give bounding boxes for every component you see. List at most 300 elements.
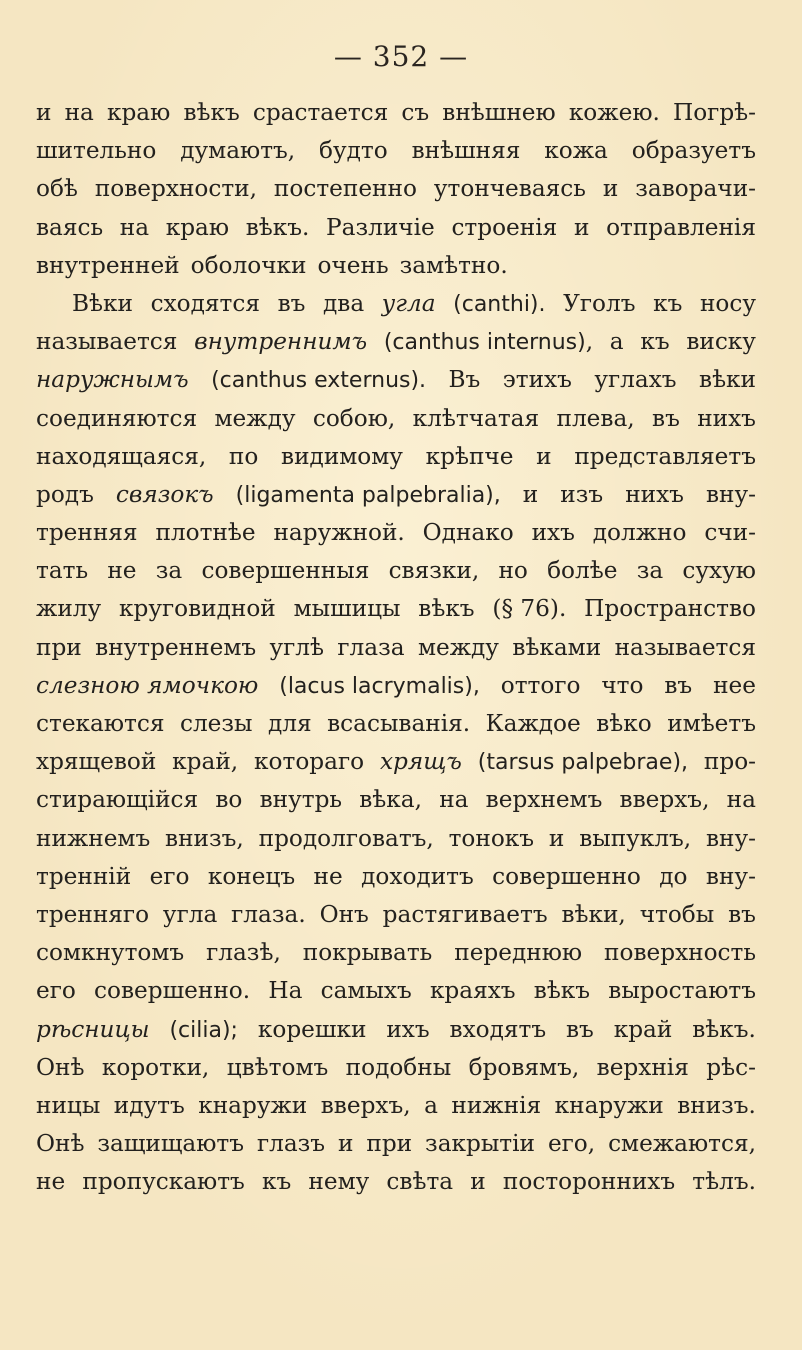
word-text: шительно (36, 137, 157, 165)
word-text: тонокъ (448, 824, 535, 852)
word-text: что (601, 671, 644, 699)
word (389, 552, 480, 590)
word-text: краяхъ (429, 977, 516, 1005)
word-text: родъ (36, 480, 94, 508)
text-line (36, 1087, 756, 1125)
word (380, 743, 462, 781)
word (36, 781, 198, 819)
word-text: плева (556, 404, 628, 432)
word (601, 667, 643, 705)
word (246, 209, 310, 247)
word-text: въ (728, 900, 756, 928)
word (653, 285, 682, 323)
text-line (36, 94, 756, 132)
word (366, 1125, 412, 1163)
word (165, 820, 244, 858)
word (386, 1011, 429, 1049)
word-text: котораго (254, 748, 365, 776)
word (36, 209, 103, 247)
word (36, 132, 156, 170)
word-text: вѣкъ (533, 977, 591, 1005)
word-text: бровямъ (468, 1053, 572, 1081)
word (36, 361, 189, 399)
word (254, 743, 364, 781)
word (183, 94, 239, 132)
word-text: собою, (312, 404, 396, 432)
word-text: между (417, 633, 499, 661)
word-text: Уголъ (563, 289, 636, 317)
word (593, 514, 687, 552)
word-text: всасыванія. (327, 710, 471, 737)
latin-term: (lacus lacrymalis), (279, 673, 480, 699)
word-text: кожею. (568, 99, 660, 126)
word (236, 476, 501, 514)
word-text: а (609, 328, 624, 356)
word (308, 1163, 369, 1201)
word-text: рѣс- (706, 1053, 756, 1081)
word-text: называется (36, 328, 178, 356)
word-text: про- (703, 748, 756, 776)
word-text: и (573, 213, 590, 241)
word-text: обѣ (36, 175, 78, 203)
word-text: , (249, 175, 257, 203)
word (180, 705, 253, 743)
italic-term: наружнымъ (36, 366, 189, 394)
italic-term: связокъ (115, 480, 214, 508)
italic-term: внутреннимъ (194, 328, 368, 356)
word-text: внѣшняя (411, 137, 521, 165)
word-text: до (659, 862, 688, 890)
word (36, 400, 197, 438)
word (253, 94, 388, 132)
word-text: ихъ (531, 519, 575, 547)
word-text: наружной. (273, 519, 405, 547)
word-text: покрывать (302, 939, 433, 967)
word (606, 209, 756, 247)
word-text: въ (664, 671, 693, 699)
word-text: строенія (451, 213, 558, 241)
word (478, 743, 688, 781)
word (682, 552, 756, 590)
text-line (36, 1125, 756, 1163)
word-text: , (585, 328, 594, 356)
word-text: замѣтно. (399, 251, 508, 279)
word (426, 438, 514, 476)
word (547, 552, 617, 590)
word (258, 1011, 367, 1049)
word-text: очень (317, 251, 389, 279)
word-text: но (498, 557, 528, 585)
text-line (36, 1011, 756, 1049)
word (36, 896, 149, 934)
word-text: жилу (36, 595, 102, 623)
word-text: и (548, 824, 565, 852)
word-text: къ (261, 1168, 292, 1196)
word-text: вѣкъ (183, 99, 240, 126)
word-text: сухую (682, 557, 756, 585)
word (294, 590, 401, 628)
word (512, 629, 601, 667)
word-text: плотнѣе (155, 519, 256, 547)
word (569, 94, 660, 132)
word-text: чтобы (639, 900, 715, 928)
text-line (36, 781, 756, 819)
word-text: его (36, 977, 76, 1005)
word (503, 361, 572, 399)
word (303, 934, 433, 972)
word-text: край, (172, 748, 239, 776)
word-text: идутъ (113, 1091, 185, 1119)
word (259, 820, 434, 858)
word-text: углахъ (594, 366, 677, 394)
word (323, 285, 364, 323)
word-text: имѣетъ (667, 710, 756, 737)
word (620, 781, 710, 819)
text-line (36, 247, 756, 285)
word-text: соединяются (36, 404, 198, 432)
word-text: думаютъ, (180, 137, 296, 165)
latin-term: (tarsus palpebrae), (477, 750, 689, 776)
word (257, 1125, 325, 1163)
word (191, 247, 307, 285)
word (561, 896, 625, 934)
word-text: ваясь (36, 213, 104, 241)
word-text: представляетъ (574, 442, 756, 470)
word-text: , (273, 939, 281, 967)
word (667, 705, 756, 743)
word (469, 1049, 580, 1087)
word (603, 170, 618, 208)
word-text: его (149, 862, 190, 890)
word (728, 896, 756, 934)
word (532, 514, 575, 552)
word (470, 1163, 485, 1201)
word (359, 781, 422, 819)
word-text: и (522, 480, 539, 508)
word-text: , (201, 1053, 210, 1081)
word-text: внизъ. (677, 1091, 756, 1119)
word (36, 514, 138, 552)
word-text: внутренней (36, 251, 180, 279)
word-text: видимому (281, 442, 403, 470)
word-text: и (36, 99, 52, 126)
word-text: Онѣ (36, 1130, 85, 1158)
word-text: круговидной (119, 595, 276, 623)
word-text: крѣпче (425, 442, 514, 470)
word (439, 781, 468, 819)
word-text: краю (165, 213, 230, 241)
text-line (36, 1049, 756, 1087)
word-text: счи- (704, 519, 756, 547)
text-line (36, 209, 756, 247)
word-text: утончеваясь (433, 175, 586, 203)
word-text: стекаются (36, 710, 165, 737)
word-text: краю (106, 99, 171, 126)
word-text: (§ 76). (492, 595, 567, 623)
word (313, 400, 395, 438)
word (566, 1011, 594, 1049)
text-line (36, 858, 756, 896)
word (214, 400, 295, 438)
word-text: кнаружи (554, 1091, 664, 1119)
word (36, 667, 258, 705)
word-text: вѣки, (561, 900, 626, 928)
text-line (36, 170, 756, 208)
word (451, 1087, 541, 1125)
word (418, 590, 474, 628)
word-text: Вѣки (72, 289, 133, 317)
word (700, 285, 756, 323)
word-text: свѣта (386, 1168, 454, 1196)
word (382, 285, 436, 323)
word-text: закрытіи (425, 1130, 536, 1158)
word-text: находящаяся (36, 442, 199, 470)
word-text: край (613, 1015, 673, 1043)
word-text: за (636, 557, 664, 585)
word (615, 629, 756, 667)
word-text: нижнемъ (36, 824, 151, 852)
word (36, 476, 94, 514)
word-text: сомкнутомъ (36, 939, 185, 967)
word (442, 94, 555, 132)
word (486, 705, 581, 743)
word-text: называется (614, 633, 756, 661)
word-text: вну- (705, 824, 756, 852)
word-text: вну- (705, 862, 756, 890)
word (327, 705, 470, 743)
word-text: подобны (345, 1053, 452, 1081)
word-text: тренняя (36, 519, 138, 547)
word-text: заворачи- (635, 175, 756, 203)
word-text: вну- (705, 480, 756, 508)
word-text: два (323, 289, 365, 317)
word (229, 438, 258, 476)
word-text: вѣкъ (418, 595, 475, 623)
word (596, 705, 652, 743)
word-text: защищаютъ (97, 1130, 245, 1158)
word (713, 667, 756, 705)
word (697, 400, 756, 438)
word-text: доходитъ (361, 862, 474, 890)
word (548, 1125, 595, 1163)
text-line (36, 705, 756, 743)
word (659, 858, 687, 896)
text-line (36, 323, 756, 361)
word (692, 1011, 756, 1049)
word (635, 170, 756, 208)
word-text: нее (713, 671, 756, 699)
word-text: глазъ (256, 1130, 326, 1158)
word-text: , (702, 786, 710, 814)
word-text: связки (388, 557, 472, 585)
word (706, 820, 756, 858)
word (430, 972, 516, 1010)
word (632, 132, 756, 170)
word-text: На (268, 977, 303, 1005)
word (549, 820, 564, 858)
word-text: самыхъ (320, 977, 412, 1005)
word-text: и (602, 175, 619, 203)
word (268, 705, 312, 743)
word-text: при (36, 633, 82, 661)
word-text: на (439, 786, 469, 814)
word-text: верхнія (596, 1053, 689, 1081)
word (604, 934, 756, 972)
word (107, 94, 170, 132)
word-text: выпуклъ, (579, 824, 692, 852)
word-text: виску (686, 328, 756, 356)
word-text: стирающійся (36, 786, 199, 814)
word-text: входятъ (449, 1015, 547, 1043)
word (453, 285, 545, 323)
word-text: , (627, 404, 635, 432)
text-line (36, 476, 756, 514)
word-text: болѣе (547, 557, 618, 585)
word-text: пропускаютъ (82, 1168, 245, 1196)
latin-term: (canthi). (453, 291, 546, 317)
word-text: вѣкъ. (692, 1015, 756, 1043)
word-text: Въ (448, 366, 481, 394)
word-text: продолговатъ, (258, 824, 434, 852)
word (95, 629, 256, 667)
text-line (36, 1163, 756, 1201)
word-text: мышицы (293, 595, 401, 623)
word-text: за (155, 557, 183, 585)
word-text: изъ (560, 480, 604, 508)
latin-term: (canthus externus). (211, 368, 427, 394)
word (556, 400, 634, 438)
word (346, 1049, 452, 1087)
word (610, 323, 624, 361)
word-text: Онъ (319, 900, 369, 928)
word (503, 1163, 675, 1201)
word (384, 323, 593, 361)
word (434, 170, 586, 208)
word-text: глазѣ (206, 939, 274, 967)
word (269, 629, 324, 667)
word (36, 94, 51, 132)
word (501, 667, 581, 705)
italic-term: рѣсницы (36, 1015, 150, 1043)
word (400, 247, 508, 285)
word-text: постороннихъ (502, 1168, 676, 1196)
word (206, 934, 281, 972)
word-text: должно (592, 519, 687, 547)
word-text: вѣко (596, 710, 652, 737)
word-text: внутреннемъ (95, 633, 257, 661)
word (114, 1087, 185, 1125)
word-text: нижнія (451, 1091, 542, 1119)
italic-term: угла (381, 289, 436, 317)
word (155, 514, 255, 552)
word (319, 132, 388, 170)
word-text: совершенныя (201, 557, 370, 585)
word (279, 667, 480, 705)
word (268, 972, 302, 1010)
word-text: совершенно. (94, 977, 251, 1005)
word (673, 94, 756, 132)
word (704, 743, 756, 781)
word-text: вверхъ, (320, 1091, 411, 1119)
word (194, 323, 367, 361)
word-text: и (337, 1130, 354, 1158)
word (449, 361, 481, 399)
word (36, 1011, 150, 1049)
word (150, 858, 190, 896)
word (119, 590, 276, 628)
word-text: не (107, 557, 137, 585)
word (321, 972, 412, 1010)
word (451, 209, 557, 247)
word-text: угла (162, 900, 218, 928)
italic-term: слезною ямочкою (36, 671, 259, 699)
word (413, 400, 539, 438)
word (172, 743, 238, 781)
word (706, 476, 756, 514)
word-text: вѣкъ. (245, 213, 310, 241)
word-text: Пространство (584, 595, 756, 623)
word (201, 552, 369, 590)
word-text: при (366, 1130, 413, 1158)
text-line (36, 743, 756, 781)
word (574, 209, 589, 247)
word-text: въ (277, 289, 306, 317)
word (594, 361, 676, 399)
word-text: нему (308, 1168, 370, 1196)
word (318, 247, 389, 285)
text-line (36, 361, 756, 399)
word (36, 438, 206, 476)
word (215, 781, 242, 819)
word (412, 132, 521, 170)
word (36, 1049, 84, 1087)
word-text: кнаружи (198, 1091, 308, 1119)
text-line (36, 896, 756, 934)
word-text: тренняго (36, 900, 150, 928)
word (706, 1049, 756, 1087)
word (163, 896, 217, 934)
word-text: переднюю (454, 939, 583, 967)
word-text: въ (566, 1015, 594, 1043)
word-text: срастается (252, 99, 389, 126)
word (386, 1163, 453, 1201)
word-text: цвѣтомъ (226, 1053, 329, 1081)
word (498, 552, 527, 590)
word-text: отправленія (606, 213, 756, 241)
word-text: ницы (36, 1091, 101, 1119)
word-text: тѣлъ. (692, 1168, 756, 1196)
word (36, 934, 184, 972)
word (699, 361, 756, 399)
word-text: , (471, 557, 480, 585)
word (579, 820, 691, 858)
word-text: нихъ (697, 404, 756, 432)
word (326, 209, 435, 247)
word-text: совершенно (492, 862, 641, 890)
word (36, 1125, 84, 1163)
word (320, 896, 369, 934)
word-text: не (36, 1168, 66, 1196)
word (36, 590, 101, 628)
word (120, 209, 149, 247)
word-text: корешки (257, 1015, 367, 1043)
text-line (36, 514, 756, 552)
text-line (36, 552, 756, 590)
word (608, 1125, 756, 1163)
text-line (36, 590, 756, 628)
word-text: поверхности (94, 175, 250, 203)
word (36, 247, 180, 285)
